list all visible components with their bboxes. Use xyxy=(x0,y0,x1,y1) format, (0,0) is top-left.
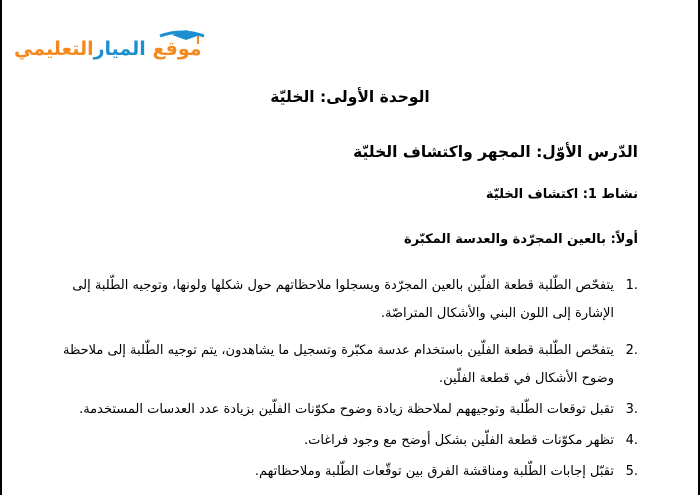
logo-text xyxy=(14,38,202,60)
unit-title: الوحدة الأولى: الخليّة xyxy=(270,88,430,106)
logo-word-end: التعليمي xyxy=(14,38,94,60)
site-logo xyxy=(6,20,251,76)
list-item-number: 5. xyxy=(625,464,638,479)
section-title: أولاً: بالعين المجرّدة والعدسة المكبّرة xyxy=(404,232,638,247)
list-item-number: 2. xyxy=(625,343,638,358)
logo-word-mid: الميار xyxy=(93,38,146,60)
list-item-number: 3. xyxy=(625,402,638,417)
list-item-text: تظهر مكوّنات قطعة الفلّين بشكل أوضح مع وجود فراغات. xyxy=(304,433,614,448)
list-item-text: تقبل توقعات الطّلبة وتوجيههم لملاحظة زيادة وضوح مكوّنات الفلّين بزيادة عدد العدسات المستخدمة. xyxy=(79,402,614,417)
list-item-number: 4. xyxy=(625,433,638,448)
list-item-text: يتفحّص الطّلبة قطعة الفلّين باستخدام عدسة مكبّرة وتسجيل ما يشاهدون، يتم توجيه الطّلبة إلى ملاحظة xyxy=(62,343,614,358)
list-item-text-continued: الإشارة إلى اللون البني والأشكال المتراصّة. xyxy=(380,306,614,321)
logo-word-start: موقع xyxy=(152,38,202,60)
list-item-number: 1. xyxy=(625,278,638,293)
list-item-text-continued: وضوح الأشكال في قطعة الفلّين. xyxy=(438,371,614,386)
list-item-text: يتفحّص الطّلبة قطعة الفلّين بالعين المجرّدة ويسجلوا ملاحظاتهم حول شكلها ولونها، وتوجيه الطّلبة إلى xyxy=(72,278,614,293)
list-item-text: تقبّل إجابات الطّلبة ومناقشة الفرق بين توقّعات الطّلبة وملاحظاتهم. xyxy=(254,464,614,479)
lesson-title: الدّرس الأوّل: المجهر واكتشاف الخليّة xyxy=(353,143,638,161)
activity-title: نشاط 1: اكتشاف الخليّة xyxy=(485,187,638,202)
